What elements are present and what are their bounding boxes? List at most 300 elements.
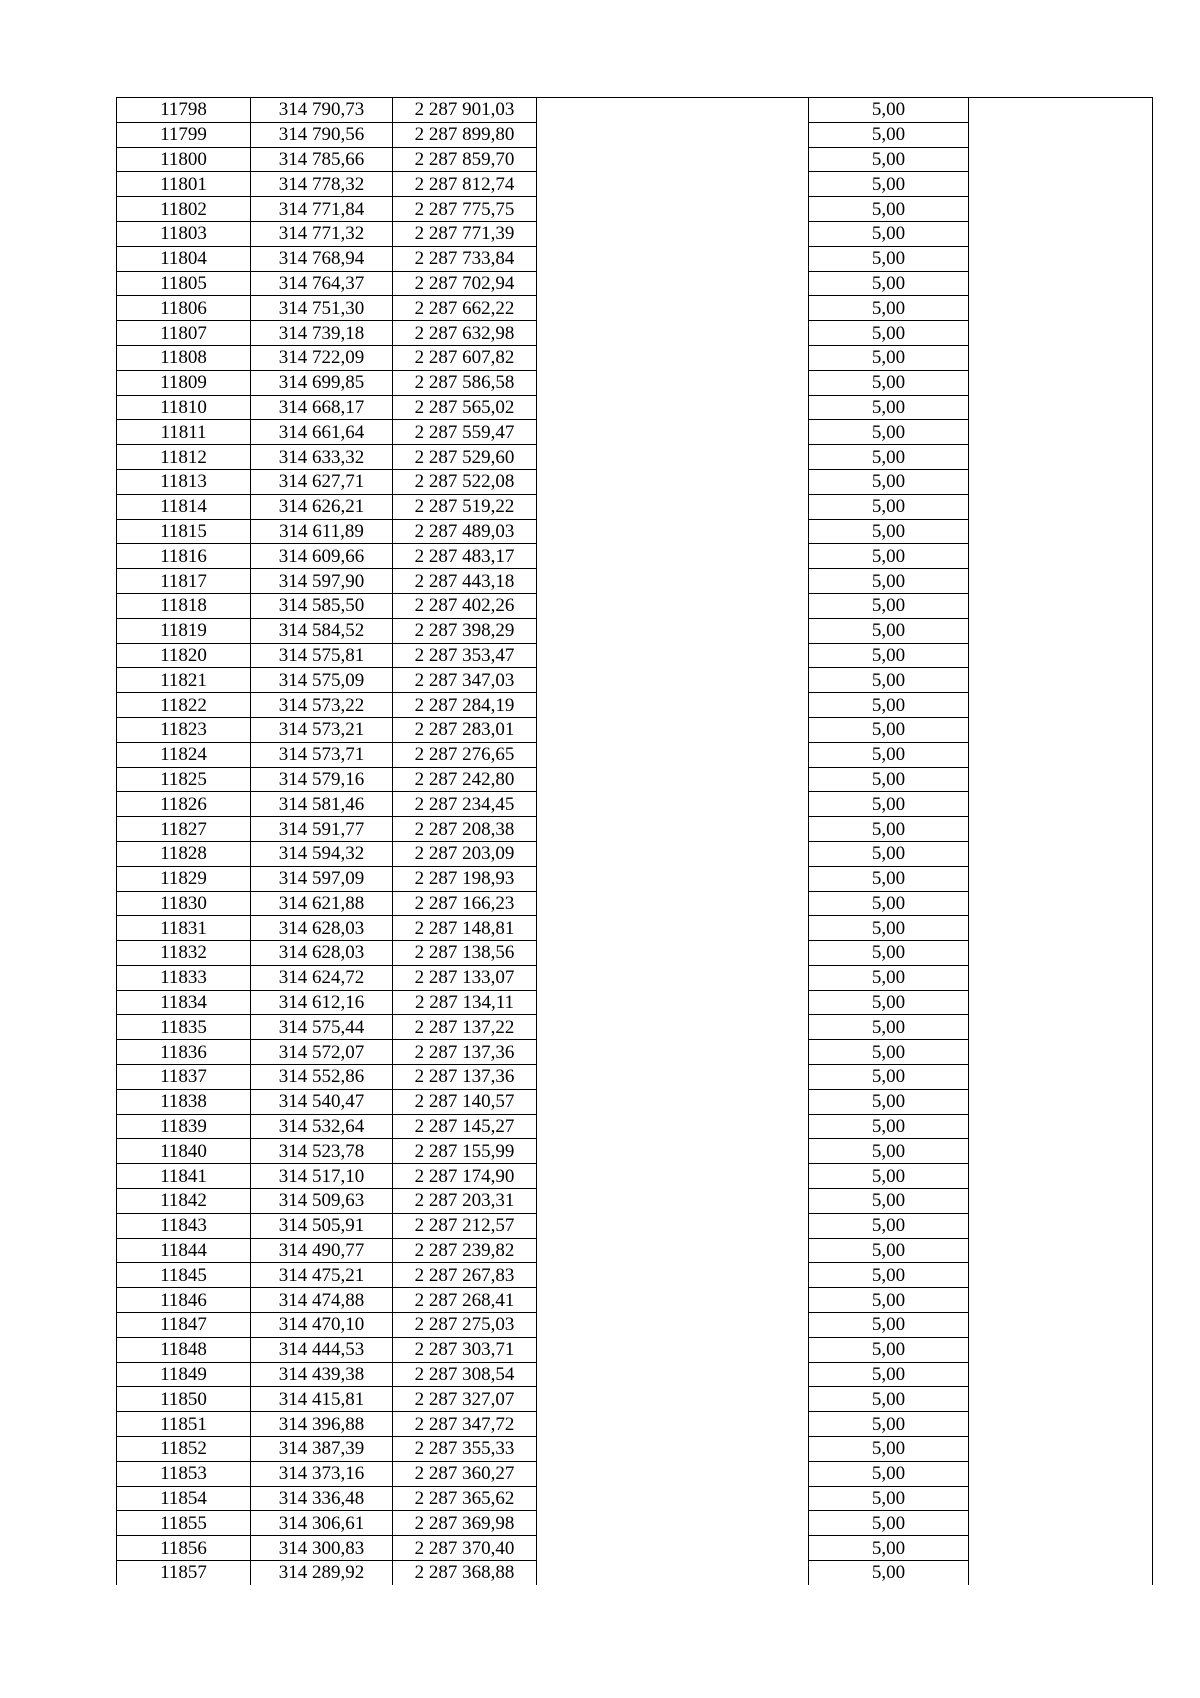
table-row: [117, 1486, 1153, 1511]
table-row: [117, 742, 1153, 767]
table-row: [117, 841, 1153, 866]
table-row: [117, 395, 1153, 420]
y-coordinate-cell: 2 287 369,98: [393, 1511, 537, 1536]
note-cell: [969, 1511, 1153, 1536]
y-coordinate-cell: 2 287 133,07: [393, 965, 537, 990]
point-number-cell: 11812: [117, 445, 251, 470]
table-row: [117, 1337, 1153, 1362]
point-number-cell: 11829: [117, 866, 251, 891]
note-cell: [969, 668, 1153, 693]
blank-cell: [537, 1114, 809, 1139]
x-coordinate-cell: 314 373,16: [251, 1461, 393, 1486]
point-number-cell: 11845: [117, 1263, 251, 1288]
coordinates-table: [116, 97, 1153, 1585]
note-cell: [969, 445, 1153, 470]
point-number-cell: 11804: [117, 246, 251, 271]
blank-cell: [537, 1139, 809, 1164]
accuracy-cell: 5,00: [809, 693, 969, 718]
accuracy-cell: 5,00: [809, 817, 969, 842]
note-cell: [969, 866, 1153, 891]
x-coordinate-cell: 314 575,44: [251, 1015, 393, 1040]
y-coordinate-cell: 2 287 140,57: [393, 1089, 537, 1114]
table-row: [117, 668, 1153, 693]
table-row: [117, 1313, 1153, 1338]
point-number-cell: 11807: [117, 321, 251, 346]
note-cell: [969, 172, 1153, 197]
blank-cell: [537, 1189, 809, 1214]
y-coordinate-cell: 2 287 522,08: [393, 469, 537, 494]
x-coordinate-cell: 314 532,64: [251, 1114, 393, 1139]
table-row: [117, 1139, 1153, 1164]
accuracy-cell: 5,00: [809, 1437, 969, 1462]
note-cell: [969, 122, 1153, 147]
blank-cell: [537, 1337, 809, 1362]
point-number-cell: 11810: [117, 395, 251, 420]
note-cell: [969, 1089, 1153, 1114]
x-coordinate-cell: 314 573,22: [251, 693, 393, 718]
x-coordinate-cell: 314 505,91: [251, 1213, 393, 1238]
note-cell: [969, 321, 1153, 346]
x-coordinate-cell: 314 585,50: [251, 593, 393, 618]
x-coordinate-cell: 314 633,32: [251, 445, 393, 470]
accuracy-cell: 5,00: [809, 321, 969, 346]
x-coordinate-cell: 314 509,63: [251, 1189, 393, 1214]
point-number-cell: 11820: [117, 643, 251, 668]
y-coordinate-cell: 2 287 355,33: [393, 1437, 537, 1462]
table-row: [117, 891, 1153, 916]
accuracy-cell: 5,00: [809, 296, 969, 321]
note-cell: [969, 792, 1153, 817]
blank-cell: [537, 1511, 809, 1536]
accuracy-cell: 5,00: [809, 420, 969, 445]
point-number-cell: 11824: [117, 742, 251, 767]
note-cell: [969, 296, 1153, 321]
table-row: [117, 321, 1153, 346]
accuracy-cell: 5,00: [809, 792, 969, 817]
y-coordinate-cell: 2 287 166,23: [393, 891, 537, 916]
y-coordinate-cell: 2 287 134,11: [393, 990, 537, 1015]
accuracy-cell: 5,00: [809, 221, 969, 246]
note-cell: [969, 717, 1153, 742]
blank-cell: [537, 742, 809, 767]
blank-cell: [537, 1387, 809, 1412]
point-number-cell: 11815: [117, 519, 251, 544]
table-row: [117, 296, 1153, 321]
point-number-cell: 11802: [117, 197, 251, 222]
point-number-cell: 11841: [117, 1164, 251, 1189]
x-coordinate-cell: 314 597,09: [251, 866, 393, 891]
table-row: [117, 569, 1153, 594]
y-coordinate-cell: 2 287 702,94: [393, 271, 537, 296]
y-coordinate-cell: 2 287 771,39: [393, 221, 537, 246]
blank-cell: [537, 246, 809, 271]
point-number-cell: 11803: [117, 221, 251, 246]
y-coordinate-cell: 2 287 398,29: [393, 618, 537, 643]
accuracy-cell: 5,00: [809, 1065, 969, 1090]
x-coordinate-cell: 314 581,46: [251, 792, 393, 817]
blank-cell: [537, 395, 809, 420]
table-row: [117, 618, 1153, 643]
table-row: [117, 122, 1153, 147]
x-coordinate-cell: 314 668,17: [251, 395, 393, 420]
note-cell: [969, 1437, 1153, 1462]
blank-cell: [537, 593, 809, 618]
y-coordinate-cell: 2 287 565,02: [393, 395, 537, 420]
x-coordinate-cell: 314 475,21: [251, 1263, 393, 1288]
accuracy-cell: 5,00: [809, 1536, 969, 1561]
accuracy-cell: 5,00: [809, 1189, 969, 1214]
y-coordinate-cell: 2 287 137,36: [393, 1065, 537, 1090]
note-cell: [969, 420, 1153, 445]
blank-cell: [537, 1461, 809, 1486]
blank-cell: [537, 693, 809, 718]
blank-cell: [537, 1089, 809, 1114]
table-row: [117, 1089, 1153, 1114]
accuracy-cell: 5,00: [809, 494, 969, 519]
point-number-cell: 11826: [117, 792, 251, 817]
blank-cell: [537, 1437, 809, 1462]
table-row: [117, 1238, 1153, 1263]
table-row: [117, 1164, 1153, 1189]
y-coordinate-cell: 2 287 303,71: [393, 1337, 537, 1362]
x-coordinate-cell: 314 628,03: [251, 941, 393, 966]
point-number-cell: 11842: [117, 1189, 251, 1214]
y-coordinate-cell: 2 287 347,72: [393, 1412, 537, 1437]
table-row: [117, 1461, 1153, 1486]
y-coordinate-cell: 2 287 148,81: [393, 916, 537, 941]
accuracy-cell: 5,00: [809, 172, 969, 197]
y-coordinate-cell: 2 287 137,22: [393, 1015, 537, 1040]
blank-cell: [537, 866, 809, 891]
table-row: [117, 693, 1153, 718]
x-coordinate-cell: 314 661,64: [251, 420, 393, 445]
point-number-cell: 11811: [117, 420, 251, 445]
x-coordinate-cell: 314 624,72: [251, 965, 393, 990]
table-row: [117, 221, 1153, 246]
x-coordinate-cell: 314 699,85: [251, 370, 393, 395]
table-row: [117, 172, 1153, 197]
accuracy-cell: 5,00: [809, 1561, 969, 1585]
point-number-cell: 11808: [117, 345, 251, 370]
accuracy-cell: 5,00: [809, 122, 969, 147]
accuracy-cell: 5,00: [809, 841, 969, 866]
table-row: [117, 1189, 1153, 1214]
accuracy-cell: 5,00: [809, 345, 969, 370]
accuracy-cell: 5,00: [809, 717, 969, 742]
accuracy-cell: 5,00: [809, 1114, 969, 1139]
note-cell: [969, 990, 1153, 1015]
accuracy-cell: 5,00: [809, 197, 969, 222]
blank-cell: [537, 1362, 809, 1387]
y-coordinate-cell: 2 287 239,82: [393, 1238, 537, 1263]
accuracy-cell: 5,00: [809, 1015, 969, 1040]
point-number-cell: 11847: [117, 1313, 251, 1338]
point-number-cell: 11833: [117, 965, 251, 990]
accuracy-cell: 5,00: [809, 866, 969, 891]
table-row: [117, 1536, 1153, 1561]
blank-cell: [537, 618, 809, 643]
note-cell: [969, 246, 1153, 271]
note-cell: [969, 345, 1153, 370]
point-number-cell: 11801: [117, 172, 251, 197]
accuracy-cell: 5,00: [809, 1461, 969, 1486]
x-coordinate-cell: 314 490,77: [251, 1238, 393, 1263]
x-coordinate-cell: 314 575,81: [251, 643, 393, 668]
x-coordinate-cell: 314 306,61: [251, 1511, 393, 1536]
blank-cell: [537, 891, 809, 916]
point-number-cell: 11831: [117, 916, 251, 941]
x-coordinate-cell: 314 771,32: [251, 221, 393, 246]
note-cell: [969, 197, 1153, 222]
accuracy-cell: 5,00: [809, 618, 969, 643]
note-cell: [969, 1065, 1153, 1090]
note-cell: [969, 271, 1153, 296]
x-coordinate-cell: 314 751,30: [251, 296, 393, 321]
x-coordinate-cell: 314 768,94: [251, 246, 393, 271]
point-number-cell: 11828: [117, 841, 251, 866]
table-row: [117, 1511, 1153, 1536]
y-coordinate-cell: 2 287 559,47: [393, 420, 537, 445]
x-coordinate-cell: 314 764,37: [251, 271, 393, 296]
blank-cell: [537, 1164, 809, 1189]
blank-cell: [537, 469, 809, 494]
x-coordinate-cell: 314 517,10: [251, 1164, 393, 1189]
table-row: [117, 1015, 1153, 1040]
table-row: [117, 817, 1153, 842]
accuracy-cell: 5,00: [809, 544, 969, 569]
accuracy-cell: 5,00: [809, 1387, 969, 1412]
y-coordinate-cell: 2 287 268,41: [393, 1288, 537, 1313]
x-coordinate-cell: 314 579,16: [251, 767, 393, 792]
x-coordinate-cell: 314 573,21: [251, 717, 393, 742]
note-cell: [969, 1213, 1153, 1238]
point-number-cell: 11840: [117, 1139, 251, 1164]
note-cell: [969, 1114, 1153, 1139]
point-number-cell: 11855: [117, 1511, 251, 1536]
note-cell: [969, 1040, 1153, 1065]
accuracy-cell: 5,00: [809, 395, 969, 420]
x-coordinate-cell: 314 594,32: [251, 841, 393, 866]
point-number-cell: 11825: [117, 767, 251, 792]
x-coordinate-cell: 314 722,09: [251, 345, 393, 370]
note-cell: [969, 569, 1153, 594]
blank-cell: [537, 1313, 809, 1338]
y-coordinate-cell: 2 287 662,22: [393, 296, 537, 321]
x-coordinate-cell: 314 584,52: [251, 618, 393, 643]
accuracy-cell: 5,00: [809, 1089, 969, 1114]
table-row: [117, 593, 1153, 618]
x-coordinate-cell: 314 790,73: [251, 98, 393, 123]
note-cell: [969, 1461, 1153, 1486]
table-row: [117, 1362, 1153, 1387]
y-coordinate-cell: 2 287 242,80: [393, 767, 537, 792]
note-cell: [969, 147, 1153, 172]
accuracy-cell: 5,00: [809, 147, 969, 172]
table-row: [117, 866, 1153, 891]
point-number-cell: 11850: [117, 1387, 251, 1412]
x-coordinate-cell: 314 628,03: [251, 916, 393, 941]
x-coordinate-cell: 314 739,18: [251, 321, 393, 346]
table-row: [117, 544, 1153, 569]
note-cell: [969, 1164, 1153, 1189]
point-number-cell: 11848: [117, 1337, 251, 1362]
x-coordinate-cell: 314 626,21: [251, 494, 393, 519]
y-coordinate-cell: 2 287 365,62: [393, 1486, 537, 1511]
blank-cell: [537, 767, 809, 792]
point-number-cell: 11856: [117, 1536, 251, 1561]
accuracy-cell: 5,00: [809, 246, 969, 271]
y-coordinate-cell: 2 287 155,99: [393, 1139, 537, 1164]
blank-cell: [537, 569, 809, 594]
blank-cell: [537, 1561, 809, 1585]
y-coordinate-cell: 2 287 632,98: [393, 321, 537, 346]
accuracy-cell: 5,00: [809, 767, 969, 792]
note-cell: [969, 1387, 1153, 1412]
blank-cell: [537, 1040, 809, 1065]
table-row: [117, 1213, 1153, 1238]
table-row: [117, 1412, 1153, 1437]
table-row: [117, 494, 1153, 519]
x-coordinate-cell: 314 300,83: [251, 1536, 393, 1561]
accuracy-cell: 5,00: [809, 916, 969, 941]
blank-cell: [537, 1486, 809, 1511]
table-row: [117, 420, 1153, 445]
table-row: [117, 1263, 1153, 1288]
note-cell: [969, 1015, 1153, 1040]
y-coordinate-cell: 2 287 483,17: [393, 544, 537, 569]
table-row: [117, 1437, 1153, 1462]
point-number-cell: 11854: [117, 1486, 251, 1511]
y-coordinate-cell: 2 287 402,26: [393, 593, 537, 618]
table-row: [117, 519, 1153, 544]
point-number-cell: 11838: [117, 1089, 251, 1114]
blank-cell: [537, 1263, 809, 1288]
accuracy-cell: 5,00: [809, 1164, 969, 1189]
table-row: [117, 1065, 1153, 1090]
blank-cell: [537, 717, 809, 742]
accuracy-cell: 5,00: [809, 370, 969, 395]
note-cell: [969, 519, 1153, 544]
accuracy-cell: 5,00: [809, 1040, 969, 1065]
point-number-cell: 11857: [117, 1561, 251, 1585]
note-cell: [969, 693, 1153, 718]
table-row: [117, 941, 1153, 966]
blank-cell: [537, 1015, 809, 1040]
note-cell: [969, 221, 1153, 246]
y-coordinate-cell: 2 287 733,84: [393, 246, 537, 271]
table-row: [117, 767, 1153, 792]
point-number-cell: 11843: [117, 1213, 251, 1238]
accuracy-cell: 5,00: [809, 941, 969, 966]
accuracy-cell: 5,00: [809, 1486, 969, 1511]
blank-cell: [537, 841, 809, 866]
note-cell: [969, 742, 1153, 767]
point-number-cell: 11851: [117, 1412, 251, 1437]
note-cell: [969, 1139, 1153, 1164]
x-coordinate-cell: 314 575,09: [251, 668, 393, 693]
x-coordinate-cell: 314 573,71: [251, 742, 393, 767]
blank-cell: [537, 792, 809, 817]
table-row: [117, 990, 1153, 1015]
blank-cell: [537, 941, 809, 966]
x-coordinate-cell: 314 523,78: [251, 1139, 393, 1164]
x-coordinate-cell: 314 474,88: [251, 1288, 393, 1313]
accuracy-cell: 5,00: [809, 1412, 969, 1437]
blank-cell: [537, 494, 809, 519]
y-coordinate-cell: 2 287 283,01: [393, 717, 537, 742]
note-cell: [969, 1313, 1153, 1338]
blank-cell: [537, 668, 809, 693]
note-cell: [969, 1288, 1153, 1313]
point-number-cell: 11836: [117, 1040, 251, 1065]
y-coordinate-cell: 2 287 234,45: [393, 792, 537, 817]
y-coordinate-cell: 2 287 607,82: [393, 345, 537, 370]
y-coordinate-cell: 2 287 489,03: [393, 519, 537, 544]
table-row: [117, 445, 1153, 470]
y-coordinate-cell: 2 287 519,22: [393, 494, 537, 519]
table-row: [117, 469, 1153, 494]
note-cell: [969, 1561, 1153, 1585]
y-coordinate-cell: 2 287 275,03: [393, 1313, 537, 1338]
point-number-cell: 11805: [117, 271, 251, 296]
blank-cell: [537, 122, 809, 147]
y-coordinate-cell: 2 287 812,74: [393, 172, 537, 197]
accuracy-cell: 5,00: [809, 1288, 969, 1313]
note-cell: [969, 618, 1153, 643]
point-number-cell: 11839: [117, 1114, 251, 1139]
blank-cell: [537, 1238, 809, 1263]
x-coordinate-cell: 314 591,77: [251, 817, 393, 842]
table-row: [117, 643, 1153, 668]
y-coordinate-cell: 2 287 308,54: [393, 1362, 537, 1387]
blank-cell: [537, 817, 809, 842]
point-number-cell: 11799: [117, 122, 251, 147]
note-cell: [969, 1362, 1153, 1387]
point-number-cell: 11814: [117, 494, 251, 519]
x-coordinate-cell: 314 444,53: [251, 1337, 393, 1362]
accuracy-cell: 5,00: [809, 965, 969, 990]
note-cell: [969, 494, 1153, 519]
note-cell: [969, 891, 1153, 916]
point-number-cell: 11821: [117, 668, 251, 693]
table-row: [117, 1114, 1153, 1139]
blank-cell: [537, 916, 809, 941]
y-coordinate-cell: 2 287 775,75: [393, 197, 537, 222]
blank-cell: [537, 271, 809, 296]
blank-cell: [537, 1536, 809, 1561]
point-number-cell: 11853: [117, 1461, 251, 1486]
blank-cell: [537, 544, 809, 569]
x-coordinate-cell: 314 790,56: [251, 122, 393, 147]
blank-cell: [537, 1213, 809, 1238]
point-number-cell: 11830: [117, 891, 251, 916]
x-coordinate-cell: 314 439,38: [251, 1362, 393, 1387]
note-cell: [969, 469, 1153, 494]
accuracy-cell: 5,00: [809, 98, 969, 123]
x-coordinate-cell: 314 415,81: [251, 1387, 393, 1412]
accuracy-cell: 5,00: [809, 1139, 969, 1164]
y-coordinate-cell: 2 287 368,88: [393, 1561, 537, 1585]
accuracy-cell: 5,00: [809, 1362, 969, 1387]
accuracy-cell: 5,00: [809, 1313, 969, 1338]
note-cell: [969, 1238, 1153, 1263]
y-coordinate-cell: 2 287 212,57: [393, 1213, 537, 1238]
note-cell: [969, 916, 1153, 941]
note-cell: [969, 1337, 1153, 1362]
point-number-cell: 11835: [117, 1015, 251, 1040]
point-number-cell: 11823: [117, 717, 251, 742]
point-number-cell: 11844: [117, 1238, 251, 1263]
